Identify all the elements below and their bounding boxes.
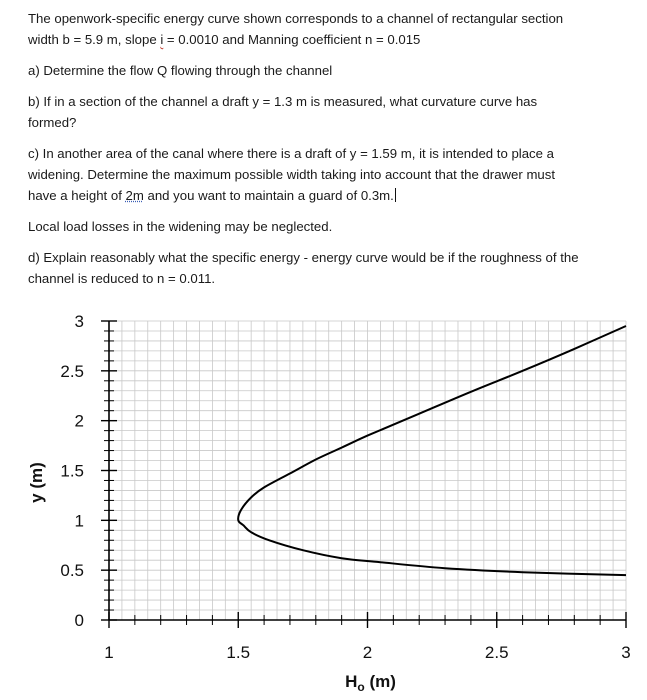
- chart-grid: [109, 321, 626, 620]
- chart-axes: [101, 321, 626, 628]
- intro-line-2a: width b = 5.9 m, slope: [28, 32, 161, 47]
- intro-paragraph: [28, 8, 638, 50]
- slope-symbol: i: [160, 32, 164, 47]
- part-d: [28, 247, 638, 289]
- note-text: Local load losses in the widening may be neglected.: [28, 219, 333, 234]
- part-d-line-1: d) Explain reasonably what the specific energy - energy curve would be if the roughness of the: [28, 250, 579, 265]
- y-tick-label: 0.5: [60, 561, 84, 581]
- x-tick-label: 1: [104, 643, 114, 662]
- x-tick-label: 3: [621, 643, 631, 662]
- part-a: [28, 60, 638, 81]
- x-tick-label: 2.5: [484, 643, 509, 662]
- part-c-line-3a: have a height of: [28, 188, 126, 203]
- part-c-height-value: 2m: [125, 188, 144, 203]
- problem-text: [28, 8, 638, 299]
- y-axis-title: y (m): [27, 462, 46, 503]
- x-axis-title-main: H: [345, 672, 358, 691]
- intro-line-2b: = 0.0010 and Manning coefficient n = 0.015: [163, 32, 421, 47]
- text-cursor: [395, 188, 396, 202]
- part-c: [28, 143, 638, 206]
- intro-line-1: The openwork-specific energy curve shown corresponds to a channel of rectangular section: [28, 11, 564, 26]
- part-b-line-2: formed?: [28, 115, 77, 130]
- part-c-line-1: c) In another area of the canal where there is a draft of y = 1.59 m, it is intended to place a: [28, 146, 554, 161]
- y-tick-label: 0: [74, 611, 84, 630]
- x-axis-title: [345, 672, 396, 694]
- x-axis-title-subscript: o: [357, 680, 365, 694]
- part-a-text: a) Determine the flow Q flowing through the channel: [28, 63, 333, 78]
- part-b: [28, 91, 638, 133]
- part-c-line-3b: and you want to maintain a guard of 0.3m.: [143, 188, 394, 203]
- x-tick-label: 1.5: [226, 643, 251, 662]
- x-tick-label: 2: [362, 643, 373, 662]
- y-tick-label: 1: [74, 511, 84, 531]
- part-b-line-1: b) If in a section of the channel a draft y = 1.3 m is measured, what curvature curve has: [28, 94, 538, 109]
- y-tick-label: 2: [74, 411, 84, 431]
- y-tick-label: 3: [74, 312, 84, 331]
- specific-energy-chart: [0, 300, 647, 700]
- x-axis-title-unit: (m): [364, 672, 396, 691]
- part-c-line-2: widening. Determine the maximum possible width taking into account that the drawer must: [28, 167, 556, 182]
- note: [28, 216, 638, 237]
- y-tick-label: 2.5: [60, 361, 84, 381]
- part-d-line-2: channel is reduced to n = 0.011.: [28, 271, 216, 286]
- y-tick-label: 1.5: [60, 461, 84, 481]
